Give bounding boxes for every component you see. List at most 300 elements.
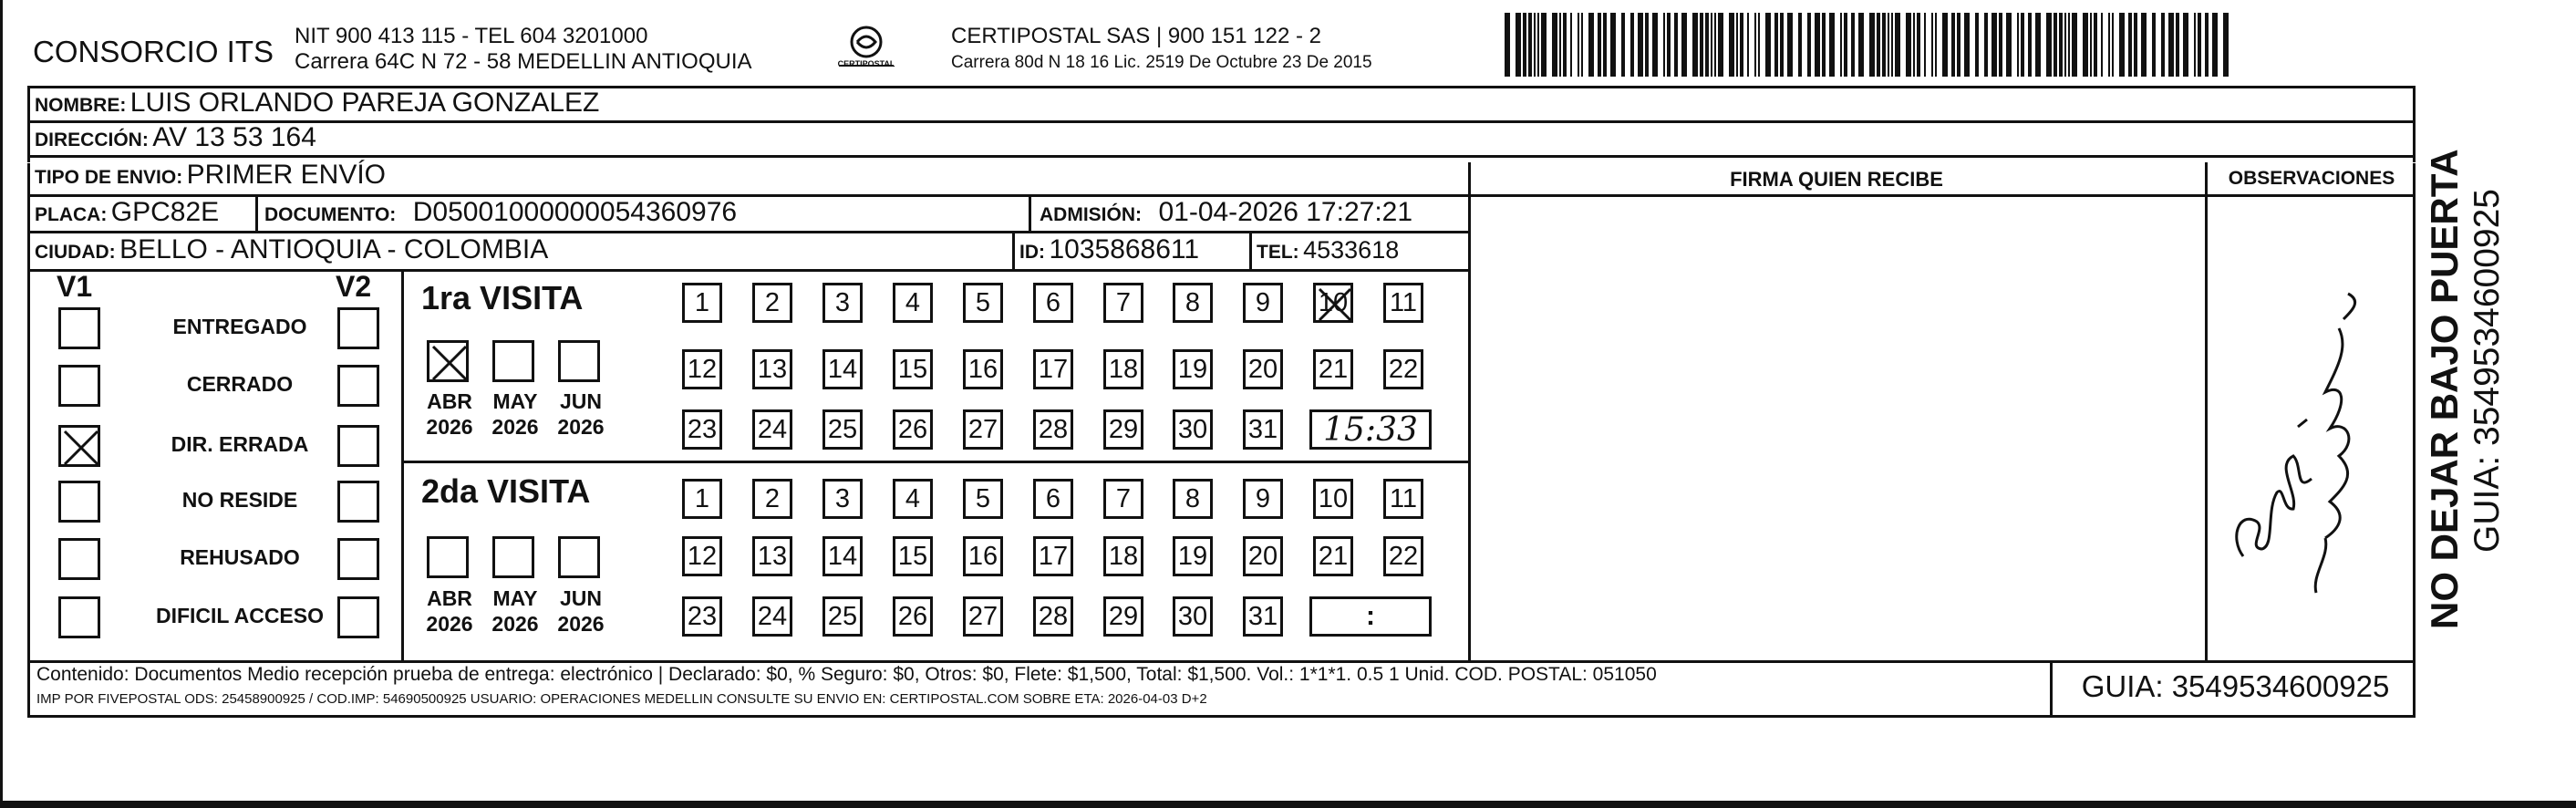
barcode-bar bbox=[1541, 13, 1547, 77]
barcode-bar bbox=[1924, 13, 1926, 77]
barcode-bar bbox=[1578, 13, 1579, 77]
month-label bbox=[418, 388, 481, 440]
day-box[interactable] bbox=[1243, 349, 1283, 389]
barcode-bar bbox=[1942, 13, 1948, 77]
month-name: JUN bbox=[559, 586, 602, 610]
footer-guia: GUIA: 3549534600925 bbox=[2081, 669, 2390, 703]
barcode-bar bbox=[1534, 13, 1536, 77]
day-number: 1 bbox=[694, 287, 710, 317]
month-year: 2026 bbox=[491, 415, 539, 439]
barcode-bar bbox=[1667, 13, 1671, 77]
barcode-bar bbox=[1523, 13, 1526, 77]
barcode-bar bbox=[1888, 13, 1889, 77]
day-box[interactable] bbox=[1243, 283, 1283, 323]
firma-header: FIRMA QUIEN RECIBE bbox=[1730, 168, 1943, 191]
day-number: 25 bbox=[827, 414, 858, 444]
day-box[interactable] bbox=[682, 596, 722, 637]
barcode-bar bbox=[1603, 13, 1607, 77]
placa-cell bbox=[35, 197, 219, 228]
barcode-bar bbox=[1681, 13, 1687, 77]
day-number: 21 bbox=[1318, 541, 1349, 571]
tipo-row bbox=[35, 160, 386, 191]
day-number: 14 bbox=[827, 354, 858, 384]
barcode-bar bbox=[1951, 13, 1955, 77]
scan-left-edge bbox=[0, 0, 3, 808]
day-box[interactable] bbox=[1383, 536, 1423, 576]
barcode-bar bbox=[2021, 13, 2024, 77]
day-box[interactable] bbox=[1033, 283, 1073, 323]
day-box[interactable] bbox=[1103, 409, 1143, 450]
day-box[interactable] bbox=[682, 409, 722, 450]
day-box[interactable] bbox=[963, 283, 1003, 323]
barcode-bar bbox=[1774, 13, 1778, 77]
day-number: 10 bbox=[1318, 483, 1349, 513]
v1-checkbox[interactable] bbox=[58, 307, 100, 349]
barcode-bar bbox=[1663, 13, 1665, 77]
status-label: DIFICIL ACCESO bbox=[155, 604, 324, 627]
day-number: 29 bbox=[1108, 601, 1139, 631]
day-box[interactable] bbox=[963, 536, 1003, 576]
day-box[interactable] bbox=[1173, 409, 1213, 450]
time-handwritten: 15:33 bbox=[1323, 410, 1418, 449]
day-number: 26 bbox=[897, 601, 928, 631]
day-box[interactable] bbox=[1033, 409, 1073, 450]
day-number: 11 bbox=[1389, 483, 1418, 513]
barcode-bar bbox=[2083, 13, 2088, 77]
time-placeholder: : bbox=[1366, 601, 1375, 631]
day-number: 3 bbox=[834, 287, 851, 317]
barcode-bar bbox=[2161, 13, 2165, 77]
day-box[interactable] bbox=[1033, 479, 1073, 519]
barcode-bar bbox=[1740, 13, 1743, 77]
day-box[interactable] bbox=[822, 283, 863, 323]
row-line bbox=[27, 269, 1471, 272]
day-box[interactable] bbox=[1383, 283, 1423, 323]
barcode-bar bbox=[1798, 13, 1802, 77]
day-box[interactable] bbox=[752, 596, 792, 637]
day-box[interactable] bbox=[1313, 536, 1353, 576]
placa-value: GPC82E bbox=[110, 197, 220, 227]
barcode-bar bbox=[1975, 13, 1979, 77]
month-year: 2026 bbox=[426, 415, 473, 439]
status-label: ENTREGADO bbox=[172, 315, 307, 338]
documento-cell bbox=[264, 197, 737, 228]
barcode-bar bbox=[2212, 13, 2218, 77]
day-box[interactable] bbox=[1243, 596, 1283, 637]
day-box[interactable] bbox=[963, 596, 1003, 637]
time-box[interactable] bbox=[1309, 596, 1432, 637]
day-box[interactable] bbox=[963, 409, 1003, 450]
day-number: 9 bbox=[1255, 483, 1271, 513]
v1-checkbox[interactable] bbox=[58, 481, 100, 523]
day-number: 2 bbox=[764, 483, 781, 513]
barcode-bar bbox=[1559, 13, 1561, 77]
barcode-bar bbox=[1638, 13, 1643, 77]
barcode-bar bbox=[1645, 13, 1649, 77]
day-box[interactable] bbox=[1243, 409, 1283, 450]
v1-checkbox[interactable] bbox=[58, 538, 100, 580]
id-value: 1035868611 bbox=[1049, 234, 1200, 264]
barcode-bar bbox=[2094, 13, 2097, 77]
day-box[interactable] bbox=[822, 536, 863, 576]
col-divider-tel bbox=[1249, 231, 1252, 269]
day-number: 21 bbox=[1318, 354, 1349, 384]
day-number: 13 bbox=[757, 541, 788, 571]
day-number: 31 bbox=[1247, 414, 1278, 444]
day-box[interactable] bbox=[1033, 536, 1073, 576]
id-label: ID: bbox=[1019, 242, 1045, 263]
day-number: 8 bbox=[1185, 287, 1201, 317]
day-number: 16 bbox=[967, 354, 998, 384]
direccion-row bbox=[35, 122, 316, 153]
day-number: 14 bbox=[827, 541, 858, 571]
day-box[interactable] bbox=[1173, 596, 1213, 637]
day-number: 22 bbox=[1388, 541, 1419, 571]
day-number: 12 bbox=[687, 354, 718, 384]
day-box[interactable] bbox=[893, 349, 933, 389]
day-number: 24 bbox=[757, 601, 788, 631]
barcode-bar bbox=[2028, 13, 2032, 77]
barcode-bar bbox=[1714, 13, 1716, 77]
day-number: 19 bbox=[1177, 354, 1208, 384]
logo-emblem-icon bbox=[830, 20, 903, 78]
ciudad-value: BELLO - ANTIOQUIA - COLOMBIA bbox=[119, 234, 549, 264]
col-divider-id bbox=[1012, 231, 1015, 269]
day-number: 18 bbox=[1108, 541, 1139, 571]
barcode-bar bbox=[2059, 13, 2063, 77]
barcode-bar bbox=[1700, 13, 1703, 77]
day-number: 6 bbox=[1045, 483, 1061, 513]
barcode-bar bbox=[1621, 13, 1625, 77]
month-name: ABR bbox=[427, 586, 472, 610]
v2-checkbox[interactable] bbox=[337, 307, 379, 349]
day-box[interactable] bbox=[1173, 283, 1213, 323]
tipo-label: TIPO DE ENVIO: bbox=[35, 167, 183, 188]
status-label: DIR. ERRADA bbox=[171, 432, 309, 456]
tel-cell bbox=[1257, 236, 1399, 264]
day-number: 4 bbox=[905, 483, 921, 513]
day-box[interactable] bbox=[1313, 283, 1353, 323]
barcode-bar bbox=[2112, 13, 2114, 77]
barcode-bar bbox=[1537, 13, 1539, 77]
barcode-bar bbox=[1528, 13, 1532, 77]
barcode-bar bbox=[2205, 13, 2209, 77]
day-box[interactable] bbox=[893, 596, 933, 637]
barcode-bar bbox=[1844, 13, 1847, 77]
day-box[interactable] bbox=[822, 596, 863, 637]
month-label bbox=[483, 388, 547, 440]
barcode-bar bbox=[2168, 13, 2174, 77]
barcode-bar bbox=[1829, 13, 1835, 77]
barcode bbox=[1503, 13, 2234, 77]
documento-value: D05001000000054360976 bbox=[412, 197, 738, 227]
barcode-bar bbox=[1610, 13, 1616, 77]
x-mark-icon bbox=[1316, 285, 1356, 326]
day-number: 15 bbox=[897, 354, 928, 384]
month-year: 2026 bbox=[557, 415, 605, 439]
barcode-bar bbox=[1957, 13, 1960, 77]
visita1-title: 1ra VISITA bbox=[421, 279, 584, 316]
month-label bbox=[549, 585, 613, 637]
barcode-bar bbox=[2176, 13, 2179, 77]
day-box[interactable] bbox=[1103, 479, 1143, 519]
day-number: 17 bbox=[1038, 541, 1069, 571]
barcode-bar bbox=[2134, 13, 2137, 77]
day-box[interactable] bbox=[1383, 349, 1423, 389]
day-number: 20 bbox=[1247, 541, 1278, 571]
day-box[interactable] bbox=[682, 479, 722, 519]
nombre-value: LUIS ORLANDO PAREJA GONZALEZ bbox=[129, 88, 600, 118]
v1-checkbox[interactable] bbox=[58, 425, 100, 467]
barcode-bar bbox=[1765, 13, 1771, 77]
day-number: 11 bbox=[1389, 287, 1418, 317]
v2-checkbox[interactable] bbox=[337, 538, 379, 580]
barcode-bar bbox=[2006, 13, 2012, 77]
day-number: 23 bbox=[687, 414, 718, 444]
barcode-bar bbox=[1652, 13, 1658, 77]
barcode-bar bbox=[1787, 13, 1793, 77]
barcode-bar bbox=[1964, 13, 1970, 77]
day-box[interactable] bbox=[893, 409, 933, 450]
day-box[interactable] bbox=[1173, 349, 1213, 389]
day-box[interactable] bbox=[682, 349, 722, 389]
day-number: 28 bbox=[1038, 414, 1069, 444]
day-box[interactable] bbox=[1033, 349, 1073, 389]
barcode-bar bbox=[2108, 13, 2110, 77]
barcode-bar bbox=[1674, 13, 1678, 77]
barcode-bar bbox=[1807, 13, 1811, 77]
barcode-bar bbox=[1931, 13, 1933, 77]
barcode-bar bbox=[1999, 13, 2002, 77]
barcode-bar bbox=[1858, 13, 1864, 77]
barcode-bar bbox=[1552, 13, 1557, 77]
month-checkbox-abr[interactable] bbox=[427, 340, 469, 382]
x-mark-icon bbox=[429, 343, 471, 385]
visit-divider bbox=[401, 461, 1471, 463]
footer-contenido: Contenido: Documentos Medio recepción prueba de entrega: electrónico | Declarado: $0, % Seguro: $0, Otros: $0, Flete: $1,500, Total: $1,500. Vol.: 1*1*1. 0.5 1 Unid. COD. POSTAL: 051050 bbox=[36, 664, 1657, 685]
direccion-label: DIRECCIÓN: bbox=[35, 129, 149, 150]
day-box[interactable] bbox=[893, 283, 933, 323]
day-box[interactable] bbox=[752, 409, 792, 450]
day-box[interactable] bbox=[1103, 596, 1143, 637]
visita2-title: 2da VISITA bbox=[421, 472, 591, 510]
day-number: 25 bbox=[827, 601, 858, 631]
barcode-bar bbox=[1729, 13, 1734, 77]
company-nit: NIT 900 413 115 - TEL 604 3201000 bbox=[295, 24, 648, 48]
day-box[interactable] bbox=[1243, 536, 1283, 576]
scan-bottom-edge bbox=[0, 801, 2576, 808]
day-number: 20 bbox=[1247, 354, 1278, 384]
barcode-bar bbox=[1505, 13, 1510, 77]
month-checkbox-jun[interactable] bbox=[558, 340, 600, 382]
day-number: 30 bbox=[1177, 601, 1208, 631]
barcode-bar bbox=[2198, 13, 2201, 77]
barcode-bar bbox=[1906, 13, 1911, 77]
row-line bbox=[27, 231, 1471, 233]
status-label: REHUSADO bbox=[180, 545, 300, 569]
day-number: 22 bbox=[1388, 354, 1419, 384]
barcode-bar bbox=[1718, 13, 1723, 77]
barcode-bar bbox=[2090, 13, 2092, 77]
v2-checkbox[interactable] bbox=[337, 481, 379, 523]
tipo-value: PRIMER ENVÍO bbox=[186, 160, 387, 190]
day-box[interactable] bbox=[893, 536, 933, 576]
admision-value: 01-04-2026 17:27:21 bbox=[1158, 197, 1413, 227]
day-number: 3 bbox=[834, 483, 851, 513]
tel-label: TEL: bbox=[1257, 242, 1299, 263]
status-label: NO RESIDE bbox=[181, 488, 298, 512]
day-number: 12 bbox=[687, 541, 718, 571]
day-box[interactable] bbox=[1313, 349, 1353, 389]
v2-checkbox[interactable] bbox=[337, 596, 379, 638]
day-box[interactable] bbox=[752, 349, 792, 389]
month-year: 2026 bbox=[557, 612, 605, 636]
barcode-bar bbox=[1917, 13, 1920, 77]
barcode-bar bbox=[1588, 13, 1594, 77]
day-number: 29 bbox=[1108, 414, 1139, 444]
barcode-bar bbox=[2183, 13, 2188, 77]
day-box[interactable] bbox=[822, 349, 863, 389]
footer-divider bbox=[2050, 660, 2053, 718]
row-line bbox=[27, 155, 2416, 158]
day-box[interactable] bbox=[682, 536, 722, 576]
col-divider-placa bbox=[255, 194, 258, 231]
day-box[interactable] bbox=[1033, 596, 1073, 637]
barcode-bar bbox=[2101, 13, 2103, 77]
v1-header: V1 bbox=[57, 270, 93, 303]
day-box[interactable] bbox=[1173, 536, 1213, 576]
courier-name: CERTIPOSTAL SAS | 900 151 122 - 2 bbox=[951, 24, 1321, 48]
day-box[interactable] bbox=[963, 349, 1003, 389]
day-box[interactable] bbox=[752, 479, 792, 519]
day-box[interactable] bbox=[822, 479, 863, 519]
day-box[interactable] bbox=[1103, 536, 1143, 576]
day-box[interactable] bbox=[752, 283, 792, 323]
side-warning: NO DEJAR BAJO PUERTA bbox=[2423, 149, 2466, 629]
barcode-bar bbox=[1570, 13, 1572, 77]
barcode-bar bbox=[2068, 13, 2070, 77]
time-box[interactable] bbox=[1309, 409, 1432, 450]
day-number: 2 bbox=[764, 287, 781, 317]
day-box[interactable] bbox=[1383, 479, 1423, 519]
logo-text: CERTIPOSTAL bbox=[837, 59, 895, 68]
day-number: 6 bbox=[1045, 287, 1061, 317]
day-number: 5 bbox=[975, 483, 991, 513]
day-number: 5 bbox=[975, 287, 991, 317]
barcode-bar bbox=[2119, 13, 2125, 77]
month-checkbox-jun[interactable] bbox=[558, 536, 600, 578]
company-address: Carrera 64C N 72 - 58 MEDELLIN ANTIOQUIA bbox=[295, 49, 752, 74]
barcode-bars bbox=[1503, 13, 2234, 77]
day-box[interactable] bbox=[1103, 349, 1143, 389]
month-name: JUN bbox=[559, 389, 602, 413]
v2-checkbox[interactable] bbox=[337, 365, 379, 407]
month-checkbox-abr[interactable] bbox=[427, 536, 469, 578]
courier-address: Carrera 80d N 18 16 Lic. 2519 De Octubre 23 De 2015 bbox=[951, 53, 1372, 72]
barcode-bar bbox=[2223, 13, 2229, 77]
day-box[interactable] bbox=[752, 536, 792, 576]
tel-value: 4533618 bbox=[1303, 236, 1400, 264]
barcode-bar bbox=[1991, 13, 1997, 77]
handwritten-observation bbox=[2211, 283, 2385, 611]
barcode-bar bbox=[1869, 13, 1875, 77]
day-box[interactable] bbox=[1173, 479, 1213, 519]
day-box[interactable] bbox=[1243, 479, 1283, 519]
documento-label: DOCUMENTO: bbox=[264, 204, 397, 225]
barcode-bar bbox=[1984, 13, 1988, 77]
row-line bbox=[27, 120, 2416, 123]
barcode-bar bbox=[2064, 13, 2066, 77]
barcode-bar bbox=[2054, 13, 2057, 77]
day-number: 9 bbox=[1255, 287, 1271, 317]
month-checkbox-may[interactable] bbox=[492, 536, 534, 578]
barcode-bar bbox=[1851, 13, 1855, 77]
nombre-row bbox=[35, 88, 599, 119]
month-year: 2026 bbox=[491, 612, 539, 636]
day-number: 30 bbox=[1177, 414, 1208, 444]
day-number: 8 bbox=[1185, 483, 1201, 513]
v1-checkbox[interactable] bbox=[58, 365, 100, 407]
barcode-bar bbox=[1840, 13, 1842, 77]
nombre-label: NOMBRE: bbox=[35, 95, 127, 116]
col-divider-admision bbox=[1029, 194, 1031, 231]
v2-header: V2 bbox=[336, 270, 372, 303]
month-year: 2026 bbox=[426, 612, 473, 636]
handwriting-scribble-icon bbox=[2211, 283, 2385, 611]
barcode-bar bbox=[1815, 13, 1820, 77]
barcode-bar bbox=[1935, 13, 1937, 77]
day-box[interactable] bbox=[963, 479, 1003, 519]
footer-imp: IMP POR FIVEPOSTAL ODS: 25458900925 / COD.IMP: 54690500925 USUARIO: OPERACIONES MEDELLIN CONSULTE SU ENVIO EN: CERTIPOSTAL.COM SOBRE ETA: 2026-04-03 D+2 bbox=[36, 691, 1207, 707]
v2-checkbox[interactable] bbox=[337, 425, 379, 467]
month-label bbox=[418, 585, 481, 637]
day-box[interactable] bbox=[893, 479, 933, 519]
v1-checkbox[interactable] bbox=[58, 596, 100, 638]
barcode-bar bbox=[1630, 13, 1634, 77]
day-box[interactable] bbox=[822, 409, 863, 450]
month-label bbox=[549, 388, 613, 440]
day-number: 28 bbox=[1038, 601, 1069, 631]
side-guia: GUIA: 3549534600925 bbox=[2467, 189, 2507, 553]
day-number: 13 bbox=[757, 354, 788, 384]
firma-header-line bbox=[1468, 194, 2416, 197]
day-number: 15 bbox=[897, 541, 928, 571]
month-checkbox-may[interactable] bbox=[492, 340, 534, 382]
barcode-bar bbox=[2128, 13, 2132, 77]
company-name: CONSORCIO ITS bbox=[33, 35, 274, 68]
barcode-bar bbox=[2035, 13, 2041, 77]
day-box[interactable] bbox=[682, 283, 722, 323]
day-number: 4 bbox=[905, 287, 921, 317]
day-box[interactable] bbox=[1103, 283, 1143, 323]
day-number: 10 bbox=[1318, 287, 1349, 317]
barcode-bar bbox=[1747, 13, 1749, 77]
certipostal-logo bbox=[830, 20, 903, 78]
day-number: 26 bbox=[897, 414, 928, 444]
day-number: 27 bbox=[967, 414, 998, 444]
month-label bbox=[483, 585, 547, 637]
barcode-bar bbox=[1895, 13, 1900, 77]
barcode-bar bbox=[2194, 13, 2196, 77]
barcode-bar bbox=[1563, 13, 1567, 77]
status-divider bbox=[401, 269, 404, 660]
day-box[interactable] bbox=[1313, 479, 1353, 519]
row-line bbox=[27, 660, 2416, 663]
barcode-bar bbox=[1581, 13, 1583, 77]
day-number: 27 bbox=[967, 601, 998, 631]
barcode-bar bbox=[2017, 13, 2019, 77]
barcode-bar bbox=[1891, 13, 1893, 77]
